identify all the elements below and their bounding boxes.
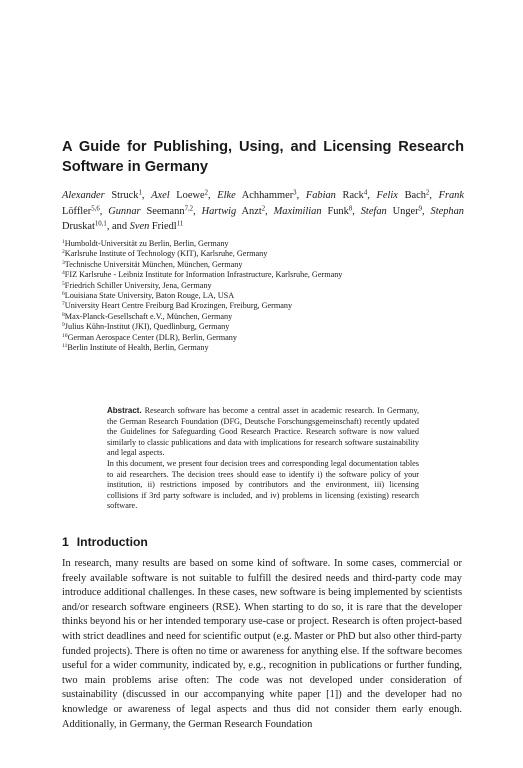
author-name [62,190,142,201]
affiliation-text: Humboldt-Universität zu Berlin, Berlin, Germany [64,239,229,248]
author-affiliation-marker: 3 [293,189,297,197]
affiliation-text: Louisiana State University, Baton Rouge, LA, USA [64,291,235,301]
author-last-name: Anzt [236,205,262,217]
affiliation-item [62,312,464,322]
author-first-name: Fabian [305,190,336,201]
affiliation-text: Technische Universität München, München, Germany [64,259,243,269]
author-first-name: Elke [217,190,236,201]
author-last-name: Druskat [62,221,95,233]
affiliation-text: Karlsruhe Institute of Technology (KIT), Karlsruhe, Germany [64,249,268,259]
author-first-name: Stefan [360,205,387,217]
author-first-name: Frank [438,190,464,201]
author-name [361,206,422,217]
affiliation-item [62,333,464,343]
author-affiliation-marker: 2 [261,205,266,213]
author-affiliation-marker: 5,6 [91,205,100,213]
affiliation-list [62,239,464,353]
affiliation-number: 9 [62,322,65,329]
affiliation-item [62,291,464,301]
author-first-name: Felix [376,190,398,201]
affiliation-number: 8 [62,311,65,318]
author-affiliation-marker: 1 [138,189,142,197]
affiliation-number: 2 [62,249,65,256]
author-name [151,190,208,201]
author-name [202,206,266,217]
affiliation-text: FIZ Karlsruhe - Leibniz Institute for Information Infrastructure, Karlsruhe, Germany [64,270,343,280]
author-affiliation-marker: 7,2 [184,205,194,213]
author-name [306,190,367,201]
author-affiliation-marker: 2 [425,189,430,197]
author-last-name: Bach [397,190,426,201]
author-name [130,221,184,232]
author-first-name: Axel [151,190,170,201]
affiliation-text: German Aerospace Center (DLR), Berlin, Germany [67,332,237,342]
affiliation-text: Berlin Institute of Health, Berlin, Germany [67,343,209,353]
author-last-name: Achhammer [235,190,294,201]
author-affiliation-marker: 10,1 [94,220,107,228]
abstract-label: Abstract. [107,406,142,415]
author-first-name: Gunnar [108,205,141,217]
author-last-name: Unger [386,205,419,217]
affiliation-item [62,281,464,291]
introduction-paragraph: In research, many results are based on some kind of software. In some cases, commercial or freely available software is not suitable to fulfill the desired needs and third-party code may introduce additional challenges. In these cases, new software is being implemented by scientists and/or research software engineers (RSE). When starting to do so, it is rare that the developer thinks beyond his or her intended temporary use-case or project. Research is often project-based with strict deadlines and need for scientific output (e.g. Master or PhD but also other third-party funded projects). There is often no time or awareness for anything else. If the software becomes useful for a wider community, indicated by, e.g., recognition in publications or further funding, two main problems arise often: The code was not developed under consideration of sustainability (discussed in our accompanying white paper [1]) and the developer had no knowledge or awareness of legal aspects and thus did not consider them early enough. Additionally, in Germany, the German Research Foundation [62,558,462,730]
affiliation-item [62,322,464,332]
affiliation-text: Max-Planck-Gesellschaft e.V., München, Germany [64,311,233,321]
affiliation-number: 6 [62,291,65,298]
author-first-name: Maximilian [273,205,322,217]
section-heading-introduction [62,534,464,550]
affiliation-text: Friedrich Schiller University, Jena, Germany [64,280,212,290]
author-name [217,190,296,201]
affiliation-text: University Heart Centre Freiburg Bad Krozingen, Freiburg, Germany [64,301,293,311]
paper-title: A Guide for Publishing, Using, and Licensing Research Software in Germany [62,139,464,175]
author-affiliation-marker: 8 [348,205,353,213]
affiliation-item [62,260,464,270]
author-affiliation-marker: 9 [418,205,422,213]
author-first-name: Hartwig [201,205,237,217]
affiliation-item [62,249,464,259]
author-first-name: Alexander [62,190,105,201]
author-first-name: Stephan [430,205,464,217]
affiliation-number: 1 [62,239,65,245]
affiliation-number: 7 [62,301,65,308]
author-conjunction: and [112,221,128,233]
section-title: Introduction [76,535,148,549]
author-name [377,190,430,201]
section-number: 1 [62,535,69,549]
affiliation-number: 3 [62,259,65,266]
author-affiliation-marker: 2 [204,189,208,197]
author-name [108,206,193,217]
affiliation-item [62,270,464,280]
abstract-text-1: Research software has become a central asset in academic research. In Germany, the German Research Foundation (DFG, Deutsche Forschungsgemeinschaft) recently updated the Guidelines for Safeguarding Good Research Practice. Research software is now valued similarly to classic publications and data with implications for research software sustainability and legal aspects. [107,406,420,458]
affiliation-number: 4 [62,270,65,277]
author-list: Alexander Struck$^1$, Axel Loewe$^2$, Elke Achhammer$^3$, Fabian Rack$^4$, Felix Bach$^2$, Frank Löffler$^{5,6}$, Gunnar Seemann$^{7,2}$, Hartwig Anzt$^2$, Maximilian Funk$^8$, Stefan Unger$^9$, Stephan Druskat$^{10,1}$, and Sven Friedl$^{11}$ [62,189,464,233]
author-last-name: Rack [335,190,364,201]
abstract-paragraph-1 [107,406,419,459]
affiliation-number: 10 [62,332,68,339]
affiliation-item [62,343,464,353]
affiliation-item [62,239,464,249]
author-last-name: Funk [321,205,349,217]
affiliation-number: 5 [62,280,65,287]
affiliation-number: 11 [62,343,68,350]
author-last-name: Struck [104,190,139,201]
abstract-paragraph-2: In this document, we present four decision trees and corresponding legal documentation tables to aid researchers. The decision trees should ease to identify i) the software policy of your institution, ii) restrictions imposed by contributors and the environment, iii) licensing collisions if 3rd party software is included, and iv) problems in licensing (existing) research software. [107,458,419,511]
author-last-name: Seemann [140,205,185,217]
author-last-name: Friedl [149,221,177,233]
author-affiliation-marker: 4 [363,189,368,197]
abstract [107,406,419,512]
author-last-name: Löffler [62,205,92,217]
author-name [274,206,353,217]
affiliation-text: Julius Kühn-Institut (JKI), Quedlinburg, Germany [64,322,230,332]
author-affiliation-marker: 11 [176,220,184,228]
affiliation-item [62,301,464,311]
author-first-name: Sven [129,221,150,233]
author-last-name: Loewe [169,190,205,201]
